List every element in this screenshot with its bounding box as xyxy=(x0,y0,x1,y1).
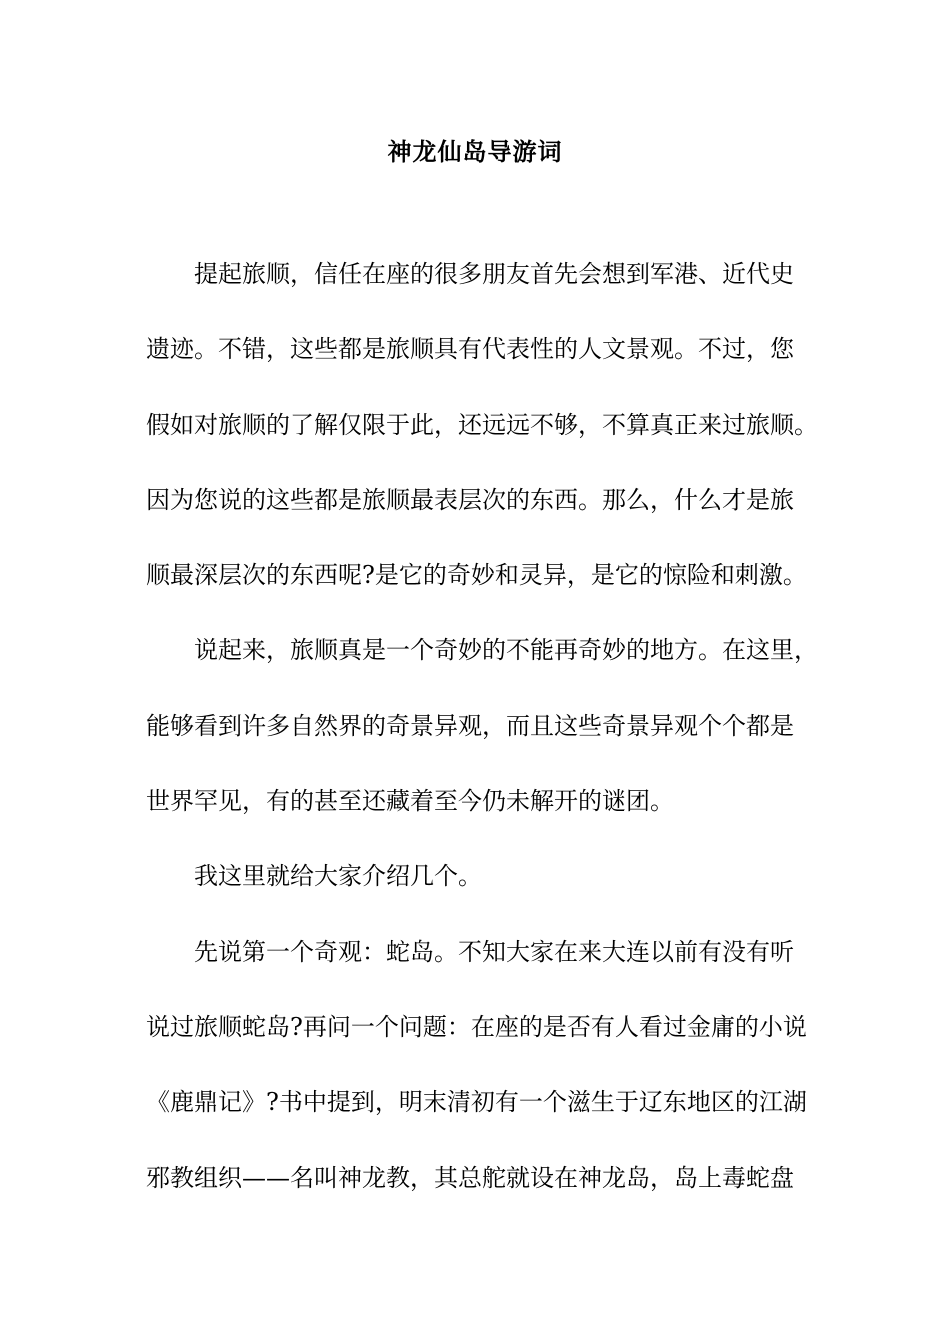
text-line: 邪教组织——名叫神龙教，其总舵就设在神龙岛，岛上毒蛇盘 xyxy=(146,1163,794,1192)
text-line: 说过旅顺蛇岛?再问一个问题：在座的是否有人看过金庸的小说 xyxy=(146,1012,807,1041)
text-line: 因为您说的这些都是旅顺最表层次的东西。那么，什么才是旅 xyxy=(146,485,794,514)
text-line: 我这里就给大家介绍几个。 xyxy=(194,862,482,891)
document-body xyxy=(146,254,826,1233)
text-line: 假如对旅顺的了解仅限于此，还远远不够，不算真正来过旅顺。 xyxy=(146,410,818,439)
text-line: 世界罕见，有的甚至还藏着至今仍未解开的谜团。 xyxy=(146,787,674,816)
text-line: 能够看到许多自然界的奇景异观，而且这些奇景异观个个都是 xyxy=(146,711,794,740)
text-line: 《鹿鼎记》?书中提到，明末清初有一个滋生于辽东地区的江湖 xyxy=(146,1088,807,1117)
text-line: 顺最深层次的东西呢?是它的奇妙和灵异，是它的惊险和刺激。 xyxy=(146,561,807,590)
document-title: 神龙仙岛导游词 xyxy=(387,137,563,166)
text-line: 先说第一个奇观：蛇岛。不知大家在来大连以前有没有听 xyxy=(194,937,794,966)
text-line: 提起旅顺，信任在座的很多朋友首先会想到军港、近代史 xyxy=(194,260,794,288)
text-line: 说起来，旅顺真是一个奇妙的不能再奇妙的地方。在这里， xyxy=(194,636,818,665)
text-line: 遗迹。不错，这些都是旅顺具有代表性的人文景观。不过，您 xyxy=(146,335,794,364)
